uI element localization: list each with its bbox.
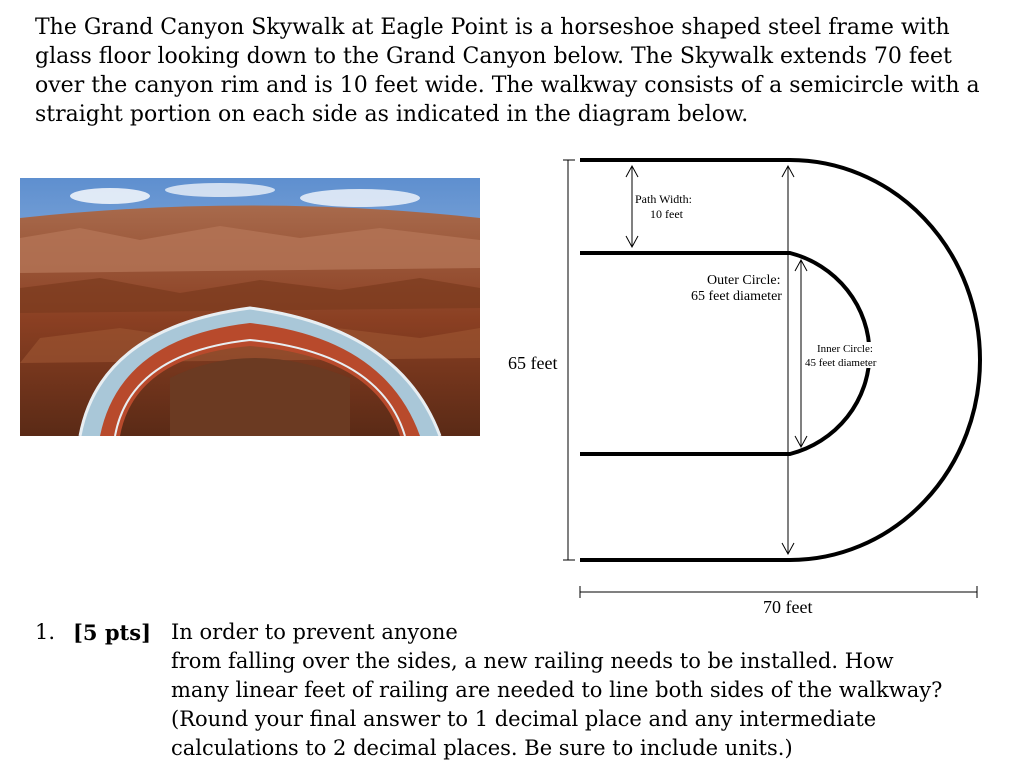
outer-boundary [580,160,980,560]
question-points: [5 pts] [73,620,152,645]
path-width-value: 10 feet [650,207,683,221]
skywalk-photo [20,178,480,436]
outer-circle-label: Outer Circle: [707,273,781,288]
inner-circle-label: Inner Circle: [817,343,873,355]
question-line: many linear feet of railing are needed to line both sides of the walkway? [171,678,943,702]
question-line: calculations to 2 decimal places. Be sure to include units.) [171,736,793,760]
question-text [171,618,991,763]
height-dimension-label: 65 feet [508,353,558,373]
question-line: In order to prevent anyone [171,620,458,644]
question-line: from falling over the sides, a new railing needs to be installed. How [171,649,894,673]
width-dimension-label: 70 feet [763,597,813,617]
outer-circle-value: 65 feet diameter [691,289,782,304]
path-width-label: Path Width: [635,192,692,206]
intro-paragraph: The Grand Canyon Skywalk at Eagle Point is a horseshoe shaped steel frame with glass floor looking down to the Grand Canyon below. The Skywalk extends 70 feet over the canyon rim and is 10 feet wide. The walkway consists of a semicircle with a straight portion on each side as indicated in the diagram below. [35,15,980,127]
question-line: (Round your final answer to 1 decimal place and any intermediate [171,707,877,731]
question-number: 1. [35,620,56,644]
inner-circle-value: 45 feet diameter [805,357,877,369]
skywalk-diagram [495,150,995,624]
